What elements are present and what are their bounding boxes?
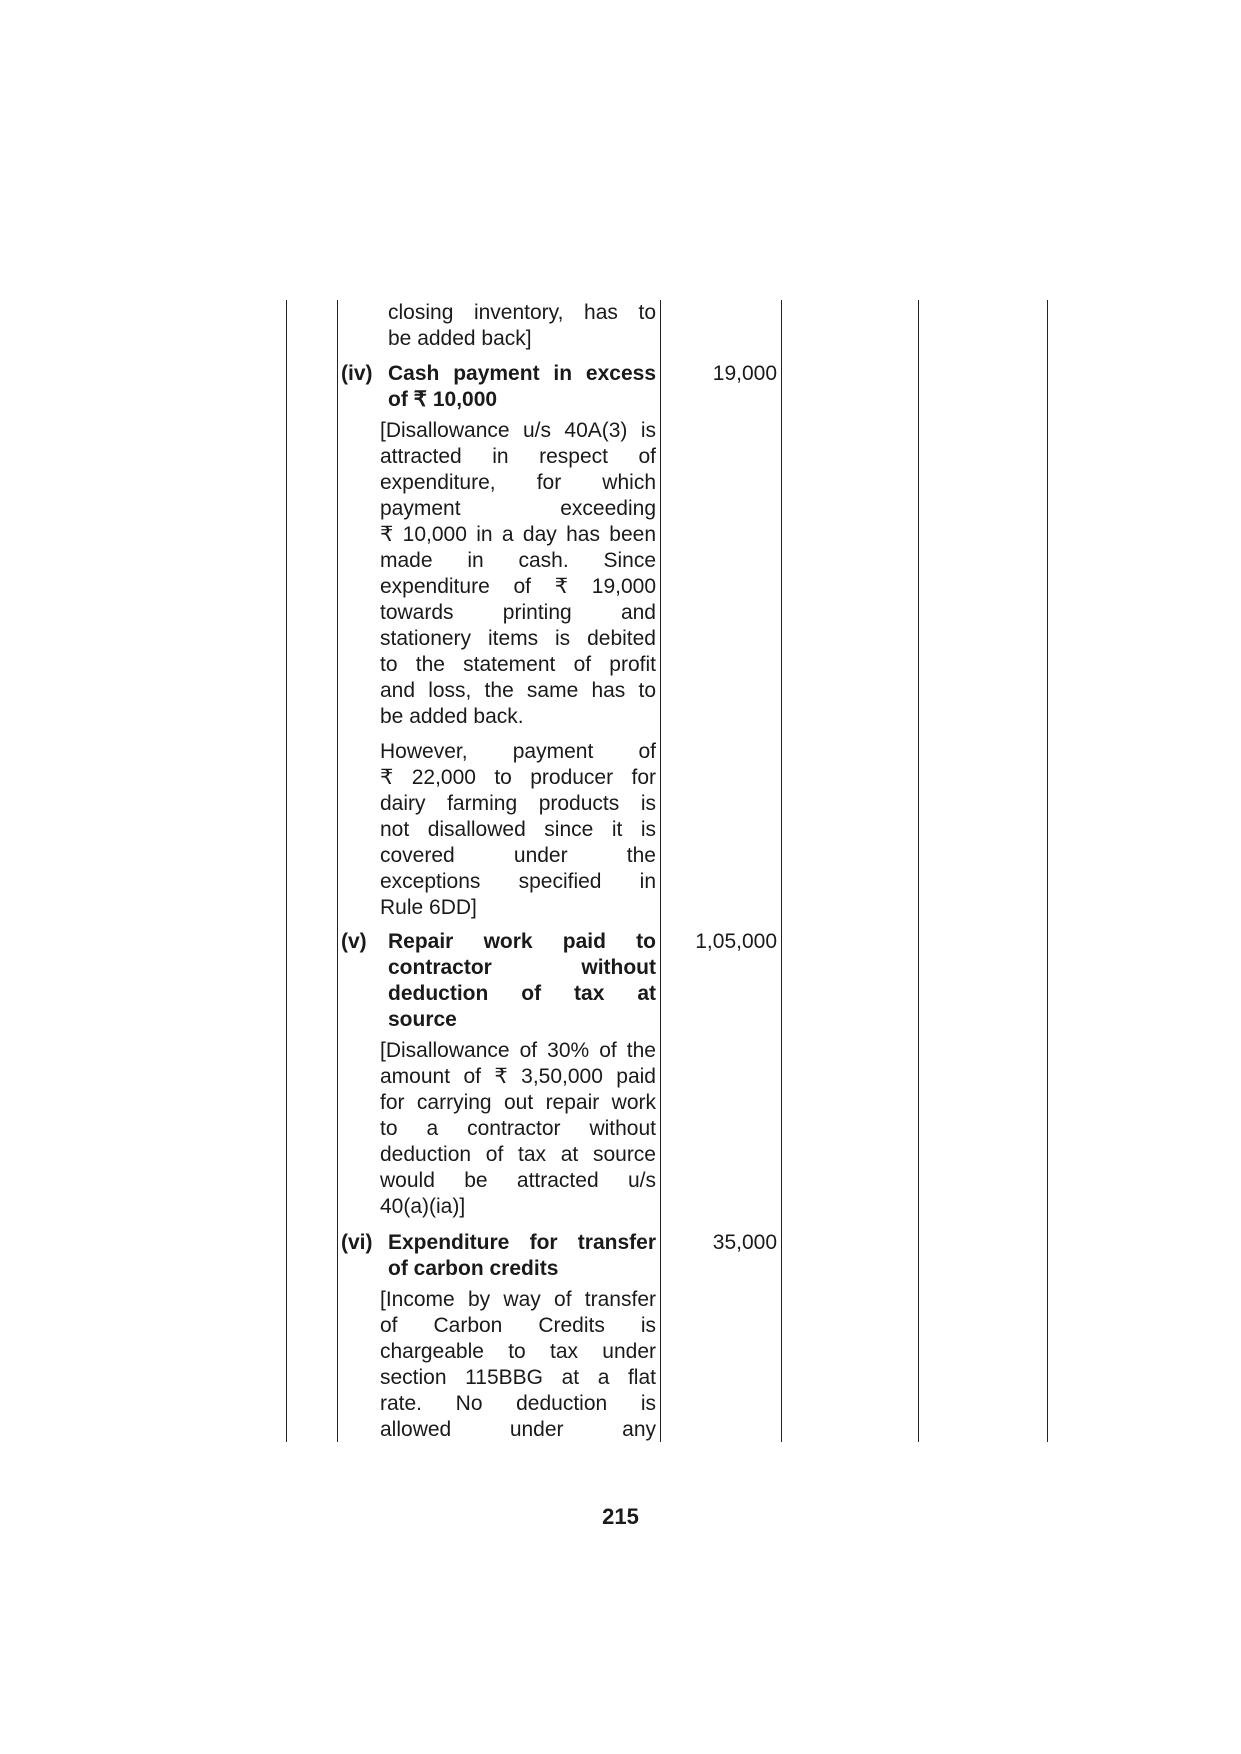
- item-heading: Cash payment in excess of ₹ 10,000: [388, 362, 656, 411]
- item-heading: Expenditure for transfer of carbon credits: [388, 1231, 656, 1280]
- table-rule-left: [286, 300, 287, 1442]
- item-label: (v): [341, 930, 367, 953]
- table-rule-amount2-right: [918, 300, 919, 1442]
- item-explanation: [Disallowance of 30% of the amount of ₹ 3,50,000 paid for carrying out repair work to a contractor without deduction of tax at source would be attracted u/s 40(a)(ia)]: [380, 1039, 656, 1218]
- table-rule-particulars-left: [337, 300, 338, 1442]
- item-amount: 19,000: [712, 362, 777, 385]
- continuation-text: closing inventory, has to be added back]: [388, 301, 656, 350]
- table-rule-particulars-right: [660, 300, 661, 1442]
- page-number: 215: [602, 1504, 639, 1529]
- item-label: (iv): [341, 362, 373, 385]
- item-explanation: [Disallowance u/s 40A(3) is attracted in respect of expenditure, for which payment exceeding ₹ 10,000 in a day has been made in cash. Since expenditure of ₹ 19,000 towards printing and stationery items is debited to the statement of profit and loss, the same has to be added back.: [380, 419, 656, 728]
- table-rule-right: [1047, 300, 1048, 1442]
- item-label: (vi): [341, 1231, 373, 1254]
- item-heading: Repair work paid to contractor without deduction of tax at source: [388, 930, 656, 1031]
- item-amount: 1,05,000: [695, 930, 777, 953]
- item-explanation: [Income by way of transfer of Carbon Credits is chargeable to tax under section 115BBG at a flat rate. No deduction is allowed under any: [380, 1288, 656, 1441]
- table-rule-amount1-right: [781, 300, 782, 1442]
- item-explanation: However, payment of ₹ 22,000 to producer for dairy farming products is not disallowed since it is covered under the exceptions specified in Rule 6DD]: [380, 740, 656, 919]
- item-amount: 35,000: [712, 1231, 777, 1254]
